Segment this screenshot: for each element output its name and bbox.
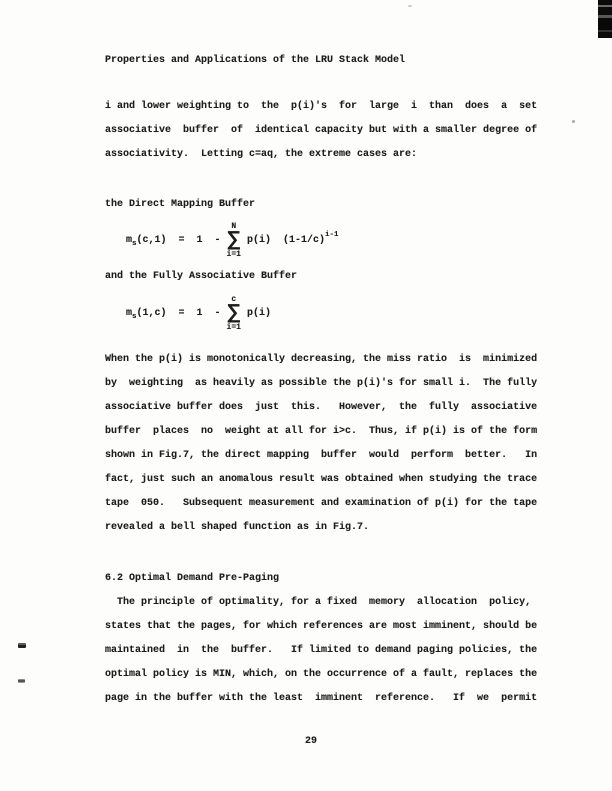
fully-associative-label: and the Fully Associative Buffer (105, 271, 298, 282)
text-line: shown in Fig.7, the direct mapping buffer would perform better. In (105, 450, 538, 461)
scan-speck (18, 643, 26, 648)
sigma-glyph: ∑ (227, 301, 241, 325)
text-line: optimal policy is MIN, which, on the occurrence of a fault, replaces the (105, 669, 538, 680)
formula-tail: p(i) (246, 307, 271, 319)
text-line: tape 050. Subsequent measurement and examination of p(i) for the tape (105, 498, 538, 509)
paragraph-1 (105, 95, 537, 167)
sigma-glyph: ∑ (227, 228, 241, 252)
formula-exponent: i-1 (324, 231, 339, 239)
text-line: maintained in the buffer. If limited to demand paging policies, the (105, 645, 538, 656)
text-line: revealed a bell shaped function as in Fig.7. (105, 522, 370, 533)
paragraph-2 (105, 348, 537, 540)
running-header: Properties and Applications of the LRU Stack Model (105, 55, 406, 66)
text-line: page in the buffer with the least imminent reference. If we permit (105, 693, 538, 704)
direct-mapping-label: the Direct Mapping Buffer (105, 199, 256, 210)
section-6-2 (105, 567, 537, 711)
formula-subscript: s (132, 240, 137, 248)
text-line: When the p(i) is monotonically decreasing, the miss ratio is minimized (105, 354, 538, 365)
summation-symbol (227, 222, 241, 259)
sum-upper-limit: N (231, 221, 237, 231)
sum-lower-limit: i=1 (226, 249, 241, 259)
formula-lhs: m (126, 234, 133, 246)
text-line: fact, just such an anomalous result was obtained when studying the trace (105, 474, 538, 485)
scan-speck (408, 5, 412, 7)
text-line: i and lower weighting to the p(i)'s for large i than does a set (105, 101, 538, 112)
formula-mid: (c,1) = 1 - (136, 234, 221, 246)
text-line: associativity. Letting c=aq, the extreme cases are: (105, 149, 418, 160)
formula-tail: p(i) (1-1/c) (246, 234, 325, 246)
scan-speck (18, 679, 25, 683)
text-line: The principle of optimality, for a fixed memory allocation policy, (105, 597, 532, 608)
text-line: associative buffer does just this. However, the fully associative (105, 402, 538, 413)
page-number: 29 (304, 736, 317, 747)
text-line: associative buffer of identical capacity but with a smaller degree of (105, 125, 538, 136)
scan-speck (572, 120, 575, 123)
formula-mid: (1,c) = 1 - (136, 307, 221, 319)
formula-direct-mapping (126, 216, 338, 264)
text-line: buffer places no weight at all for i>c. Thus, if p(i) is of the form (105, 426, 538, 437)
sum-upper-limit: c (231, 294, 237, 304)
section-heading: 6.2 Optimal Demand Pre-Paging (105, 573, 280, 584)
text-line: states that the pages, for which references are most imminent, should be (105, 621, 538, 632)
formula-fully-associative (126, 289, 271, 337)
summation-symbol (227, 295, 241, 332)
text-line: by weighting as heavily as possible the p(i)'s for small i. The fully (105, 378, 538, 389)
sum-lower-limit: i=1 (226, 322, 241, 332)
formula-lhs: m (126, 307, 133, 319)
scan-artifact-corner (598, 0, 612, 38)
formula-subscript: s (132, 313, 137, 321)
